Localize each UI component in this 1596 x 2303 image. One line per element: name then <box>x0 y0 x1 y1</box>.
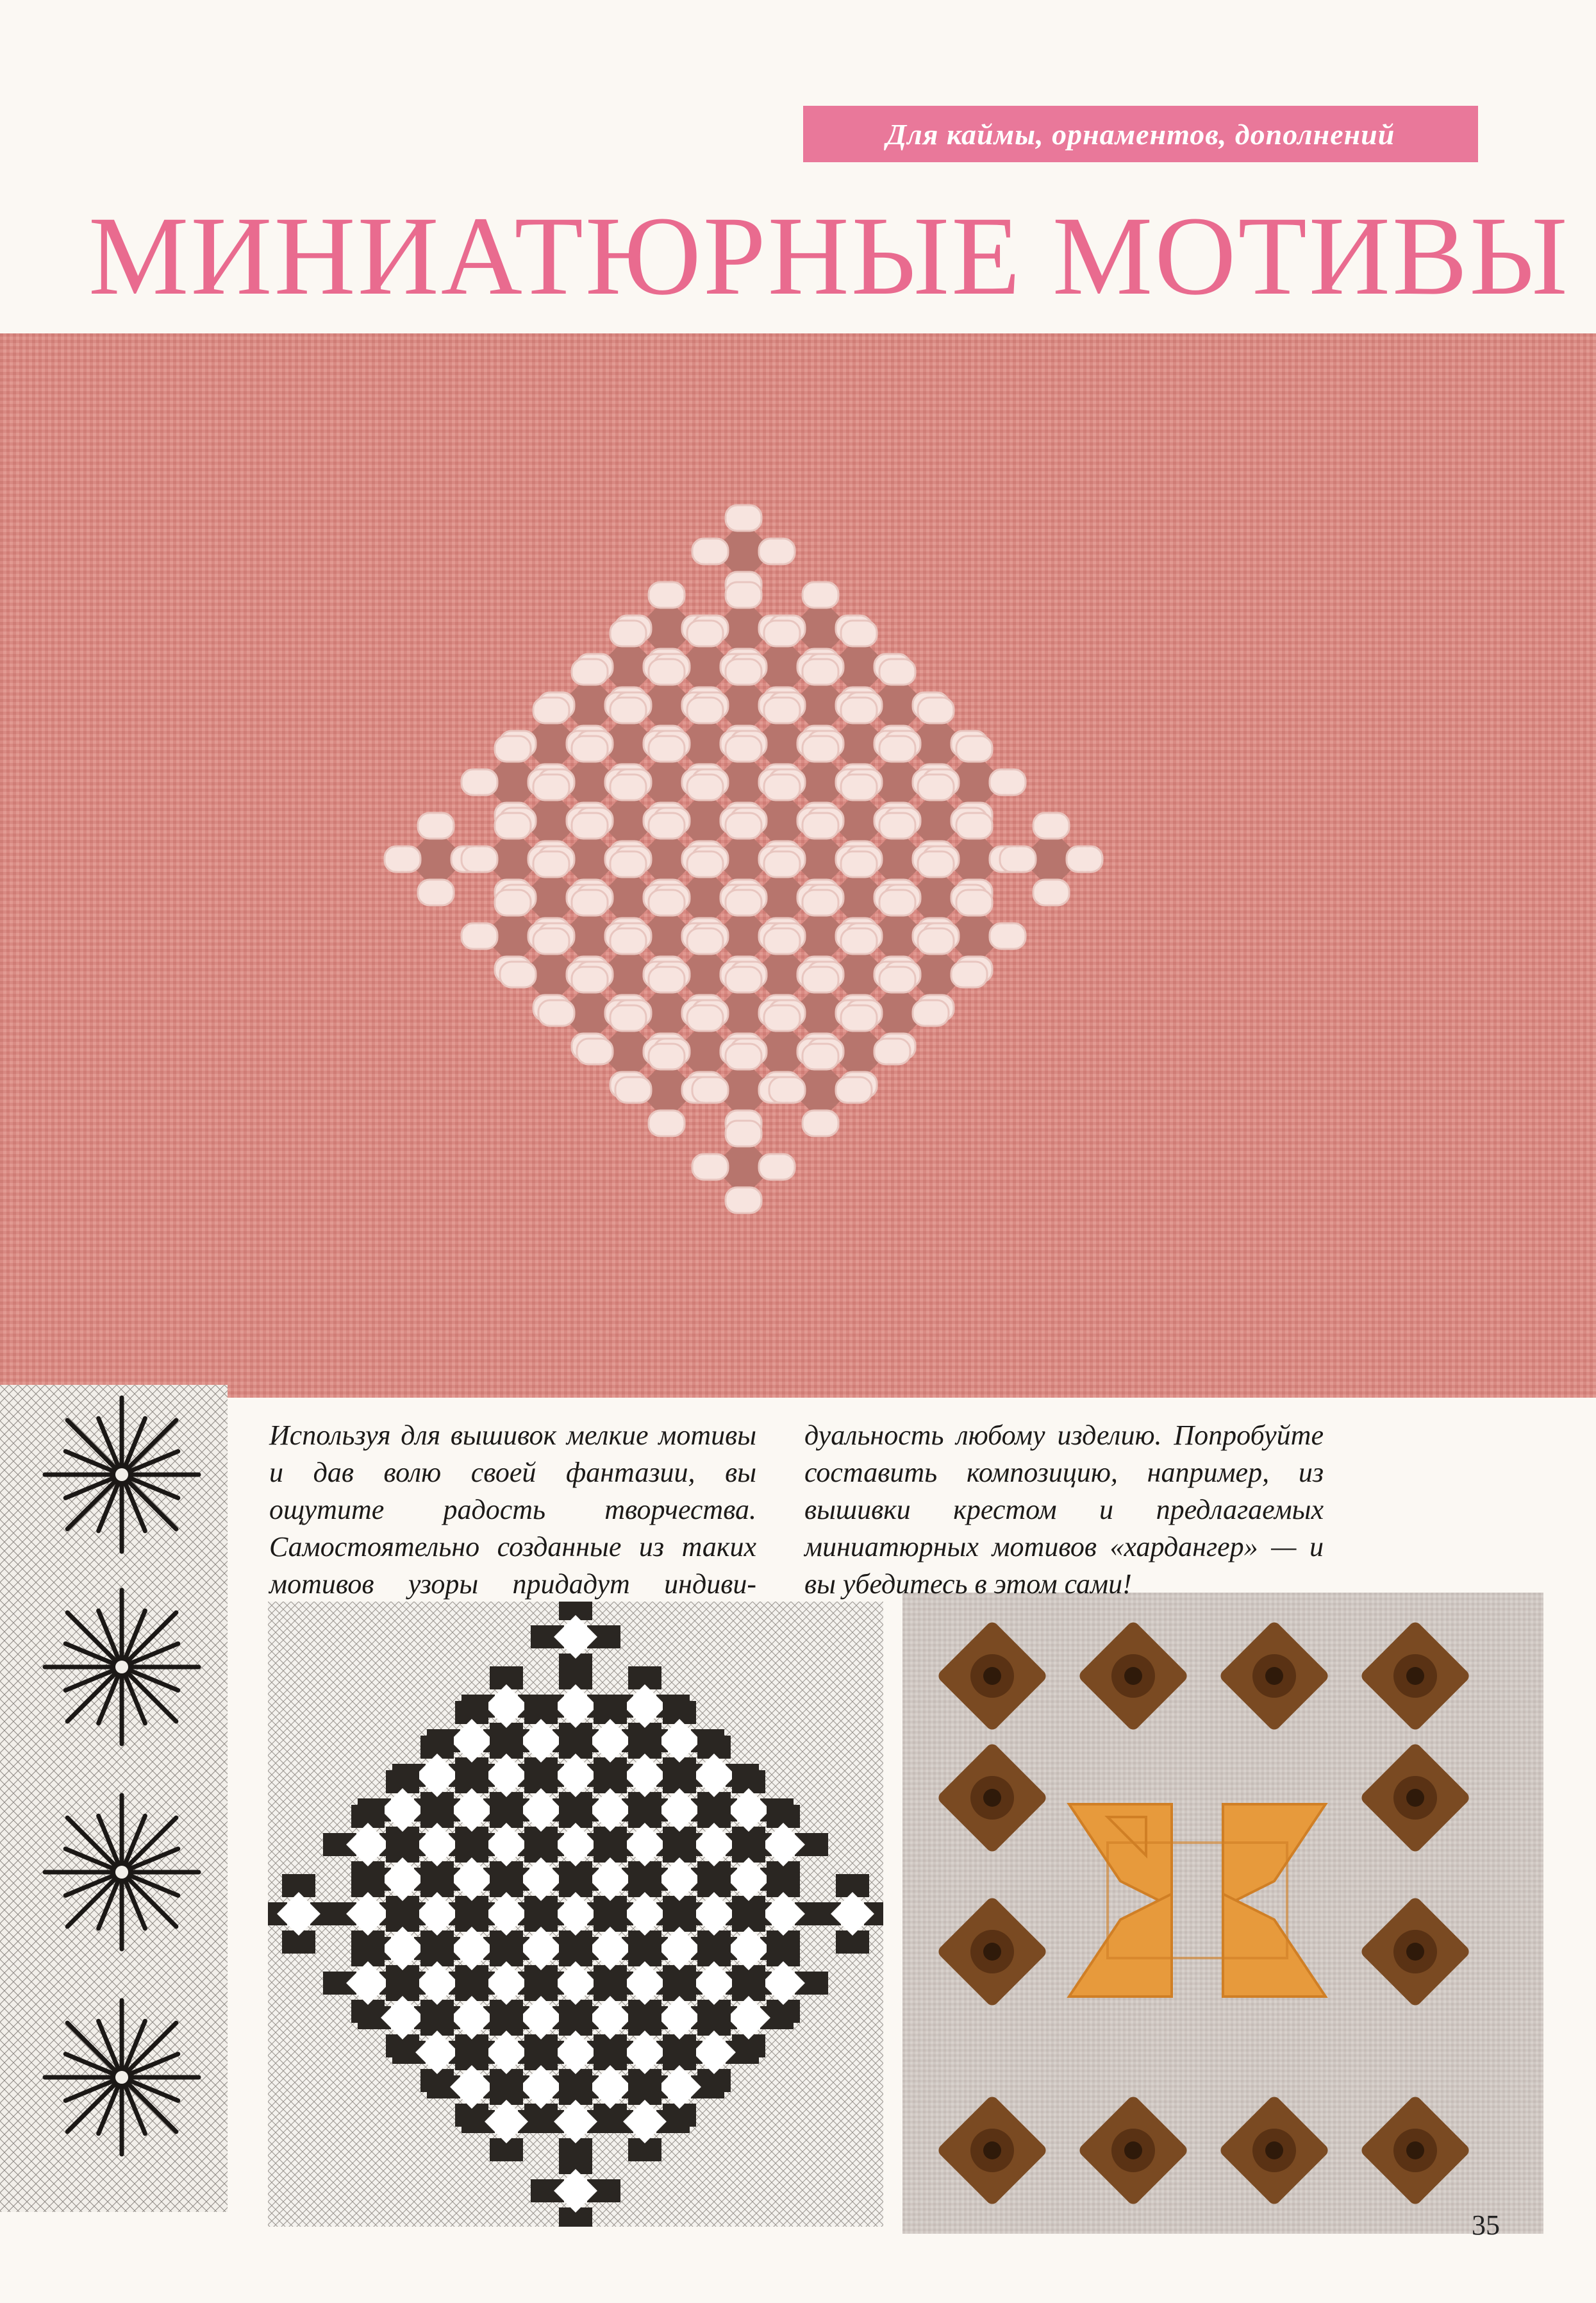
star-diagram-strip <box>0 1385 228 2212</box>
page-title: МИНИАТЮРНЫЕ МОТИВЫ <box>88 194 1570 319</box>
page-number: 35 <box>1472 2209 1500 2241</box>
body-text-column-2: дуальность любому изделию. Попробуйте составить композицию, например, из вышивки крестом и предлагаемых миниатюрных мотивов «хардангер» — и вы убедитесь в этом сами! <box>804 1419 1324 1600</box>
body-text-column-1: Используя для вышивок мелкие мотивы и дав волю своей фантазии, вы ощутите радость творчества. Самостоятельно созданные из таких мотивов узоры придадут индиви- <box>269 1419 756 1600</box>
hardanger-photo-bottom <box>902 1593 1543 2234</box>
hardanger-photo-top <box>0 333 1596 1398</box>
hardanger-chart <box>268 1602 883 2227</box>
section-banner: Для каймы, орнаментов, дополнений <box>803 106 1478 162</box>
